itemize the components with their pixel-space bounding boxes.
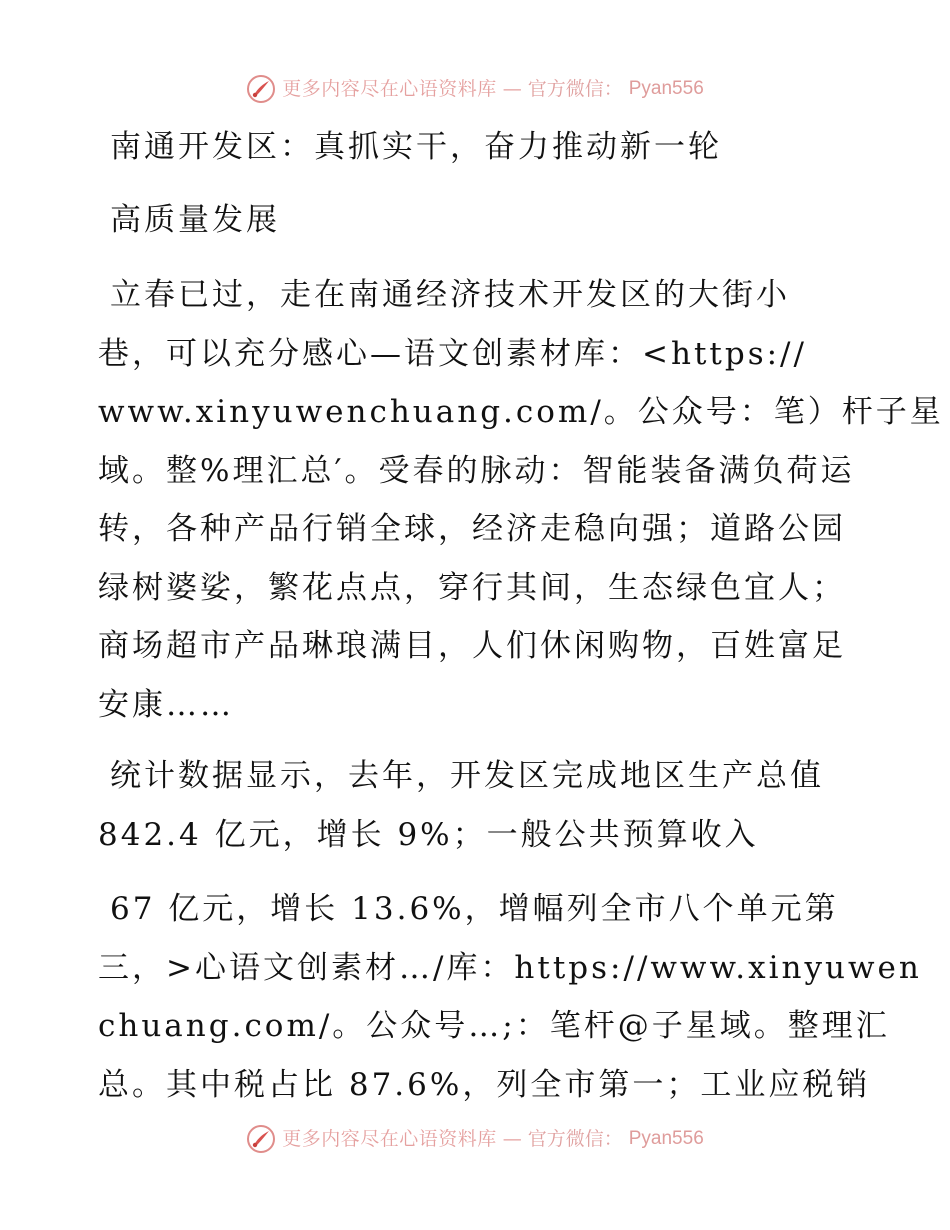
text-line: 商场超市产品琳琅满目，人们休闲购物，百姓富足 [98, 628, 846, 664]
watermark-id: Pyan556 [628, 78, 704, 99]
text-line: chuang.com/。公众号…;：笔杆@子星域。整理汇 [98, 1008, 890, 1044]
text-line: 统计数据显示，去年，开发区完成地区生产总值 [110, 758, 824, 794]
paragraph-2 [98, 747, 858, 864]
watermark-separator: — [502, 1128, 522, 1150]
title-line: 南通开发区：真抓实干，奋力推动新一轮 [110, 129, 722, 165]
text-line: 绿树婆娑，繁花点点，穿行其间，生态绿色宜人； [98, 569, 846, 606]
paragraph-1 [98, 266, 944, 734]
text-line: 总。其中税占比 87.6%，列全市第一；工业应税销 [98, 1066, 871, 1103]
text-line: 安康…… [98, 686, 234, 723]
watermark-footer [0, 1124, 950, 1154]
text-line: www.xinyuwenchuang.com/。公众号：笔）杆子星 [98, 394, 944, 430]
text-line: 域。整%理汇总′。受春的脉动：智能装备满负荷运 [98, 452, 855, 489]
watermark-brand: 更多内容尽在心语资料库 [282, 1128, 497, 1150]
text-line: 巷，可以充分感心—语文创素材库：<https:// [98, 335, 807, 372]
watermark-header [0, 74, 950, 104]
brush-logo-icon [246, 1124, 276, 1154]
title-line: 高质量发展 [110, 201, 280, 238]
document-title [98, 118, 858, 249]
text-line: 842.4 亿元，增长 9%；一般公共预算收入 [98, 816, 759, 853]
text-line: 67 亿元，增长 13.6%，增幅列全市八个单元第 [110, 891, 839, 927]
text-line: 立春已过，走在南通经济技术开发区的大街小 [110, 277, 790, 313]
text-line: 转，各种产品行销全球，经济走稳向强；道路公园 [98, 511, 846, 547]
watermark-brand: 更多内容尽在心语资料库 [282, 78, 497, 100]
watermark-separator: — [502, 78, 522, 100]
watermark-id: Pyan556 [628, 1128, 704, 1149]
text-line: 三，>心语文创素材…/库：https://www.xinyuwen [98, 949, 922, 986]
paragraph-3 [98, 880, 922, 1114]
watermark-label: 官方微信： [527, 78, 623, 100]
watermark-label: 官方微信： [527, 1128, 623, 1150]
brush-logo-icon [246, 74, 276, 104]
